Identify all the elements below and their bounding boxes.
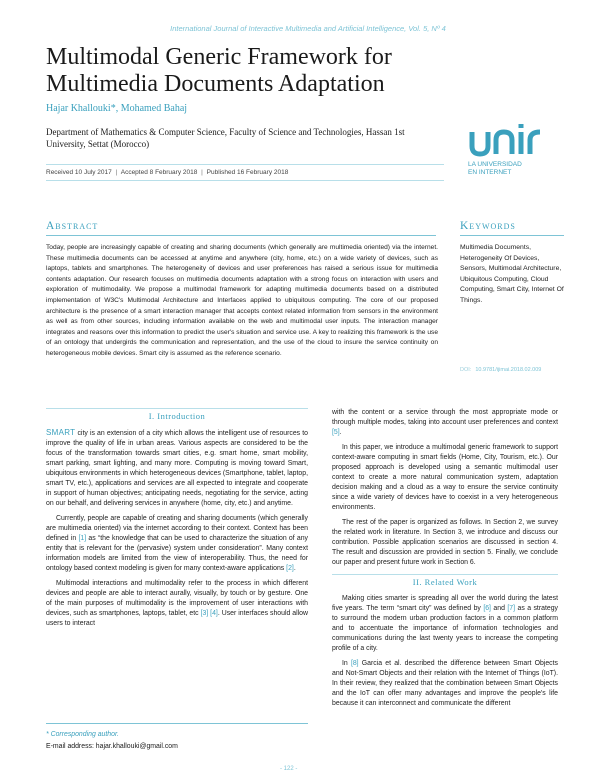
date-separator: |: [201, 169, 203, 176]
doi-link[interactable]: 10.9781/ijimai.2018.02.009: [475, 367, 542, 373]
right-column: [332, 408, 558, 714]
right-paragraph-5: In [8] Garcia et al. described the difference between Smart Objects and Not-Smart Objects and their relation with the Internet of Things (IoT). In their review, they realized that the combination between Smart Objects and the IoT can offer many advantages and improve the people's life because it can interconnect and communicate the different: [332, 660, 558, 707]
unir-logo-text: [468, 161, 522, 177]
section-rule: [332, 574, 558, 575]
citation-link[interactable]: [6]: [483, 605, 491, 612]
abstract-text: Today, people are increasingly capable of creating and sharing documents (which generally are multimedia oriented) via the internet. These multimedia documents can be accessed at anytime and anywhere (city, home, etc.) on a wide variety of devices, such as laptops, tablets and smartphones. The heterogeneity of devices and user preferences has raised a serious issue for multimedia contents adaptation. Our research focuses on multimedia documents adaptation with a strong focus on interaction with users and exploration of multimodality. We propose a multimodal framework for adapting multimedia documents based on a distributed implementation of W3C's Multimodal Architecture and Interfaces applied to ubiquitous computing. The core of our proposed architecture is the presence of a smart interaction manager that accepts context related information from sensors in the environment as well as from other sources, including information available on the web and multimodal user inputs. The interaction manager integrates and reasons over this information to predict the user's situation and service use. A key to realizing this framework is the use of an ontology that undergirds the communication and representation, and the use of the cloud to insure the service continuity on heterogeneous mobile devices. Smart city is assumed as the reference scenario.: [46, 244, 438, 357]
citation-link[interactable]: [7]: [507, 605, 516, 612]
page-number: - 122 -: [280, 766, 298, 772]
abstract-heading: Abstract: [46, 220, 436, 236]
right-paragraph-1: with the content or a service through the most appropriate mode or through multiple modes, taking into account user preferences and context [5].: [332, 409, 558, 436]
logo-line-1: LA UNIVERSIDAD: [468, 161, 522, 168]
citation-link[interactable]: [5]: [332, 429, 340, 436]
right-paragraph-3: The rest of the paper is organized as follows. In Section 2, we survey the related work in literature. In Section 3, we introduce and discuss our contribution. Possible application scenarios are discussed in section 4. The result and discussion are provided in section 5. Finally, we conclude our paper and present future work in Section 6.: [332, 519, 558, 566]
paper-title: Multimodal Generic Framework for Multimedia Documents Adaptation: [46, 44, 392, 97]
drop-cap: SMART: [46, 428, 76, 437]
received-date: Received 10 July 2017: [46, 169, 112, 176]
intro-paragraph-2: Currently, people are capable of creating and sharing documents (which generally are multimedia oriented) via the internet according to their context. Context has been defined in [1] as “the knowledge that can be used to characterize the situation of any entity that is relevant for the (pervasive) system under consideration”. Many context information models are limited from the view of interoperability. Thus, the need for ontology based context modeling is given for many context-aware applications [2].: [46, 515, 308, 572]
date-separator: |: [115, 169, 118, 176]
citation-link[interactable]: [2]: [286, 565, 294, 572]
unir-logo-mark: [468, 124, 563, 160]
citation-link[interactable]: [1]: [78, 535, 87, 542]
dates-bar: [46, 164, 444, 181]
corresponding-label: * Corresponding author.: [46, 731, 119, 738]
left-column: [46, 408, 308, 634]
accepted-date: Accepted 8 February 2018: [120, 169, 198, 176]
doi[interactable]: [460, 367, 541, 373]
related-work-heading: II. Related Work: [412, 577, 478, 587]
journal-header: International Journal of Interactive Multimedia and Artificial Intelligence, Vol. 5, Nº 4: [170, 24, 446, 33]
keywords-text: Multimedia Documents, Heterogeneity Of Devices, Sensors, Multimodal Architecture, Ubiquitous Computing, Cloud Computing, Smart City, Internet Of Things.: [460, 244, 564, 304]
right-paragraph-4: Making cities smarter is spreading all over the world during the latest five years. The term “smart city” was defined by [6] and [7] as a strategy to surround the modern urban production factors in a common platform and to accentuate the importance of information technologies and communications during the last twenty years to increase the competing profile of a city.: [332, 595, 558, 652]
section-rule: [46, 408, 308, 409]
citation-link[interactable]: [8]: [350, 660, 359, 667]
keywords-heading: Keywords: [460, 220, 564, 236]
doi-label: DOI:: [460, 367, 472, 373]
right-paragraph-2: In this paper, we introduce a multimodal generic framework to support context-aware computing in smart fields (Home, City, Tourism, etc.). Our proposed approach is developed using a semantic multimodal user context to create a more natural communication system, adaptation decision making and a cloud as a way to ensure the service continuity since a wide variety of devices have to coexist in a very heterogeneous environments.: [332, 444, 558, 511]
affiliation: Department of Mathematics & Computer Science, Faculty of Science and Technologies, Hassan 1st University, Settat (Morocco): [46, 127, 405, 149]
introduction-heading: I. Introduction: [148, 411, 206, 421]
citation-link[interactable]: [3] [4]: [200, 610, 218, 617]
intro-paragraph-1: SMART city is an extension of a city which allows the intelligent use of resources to improve the quality of life in urban areas. Various aspects are considered to be the focus of the transformation towards smart cities, e.g. smart home, smart mobility, smart parking, smart lighting, and many more. Computing is moving toward Smart, ubiquitous environments in which heterogeneous devices (Smartphone, tablet, laptop, smart TV, etc.), applications and services are all expected to integrate and cooperate in support of human objectives; anticipating needs, negotiating for the service, acting on our behalf, and delivering services in anywhere (home, city, etc.) and anytime.: [46, 428, 308, 507]
corresponding-email: E-mail address: hajar.khallouki@gmail.com: [46, 743, 178, 750]
authors: Hajar Khallouki*, Mohamed Bahaj: [46, 103, 188, 114]
published-date: Published 16 February 2018: [206, 169, 289, 176]
logo-line-2: EN INTERNET: [468, 169, 512, 176]
corresponding-author-note: [46, 723, 308, 753]
intro-paragraph-3: Multimodal interactions and multimodality refer to the process in which different devices and people are able to interact aurally, visually, by touch or by gesture. One of the main purposes of multimodality is the improvement of user interactions with devices, such as smartphones, laptops, tablet, etc [3] [4]. User interfaces should allow users to interact: [46, 580, 308, 627]
